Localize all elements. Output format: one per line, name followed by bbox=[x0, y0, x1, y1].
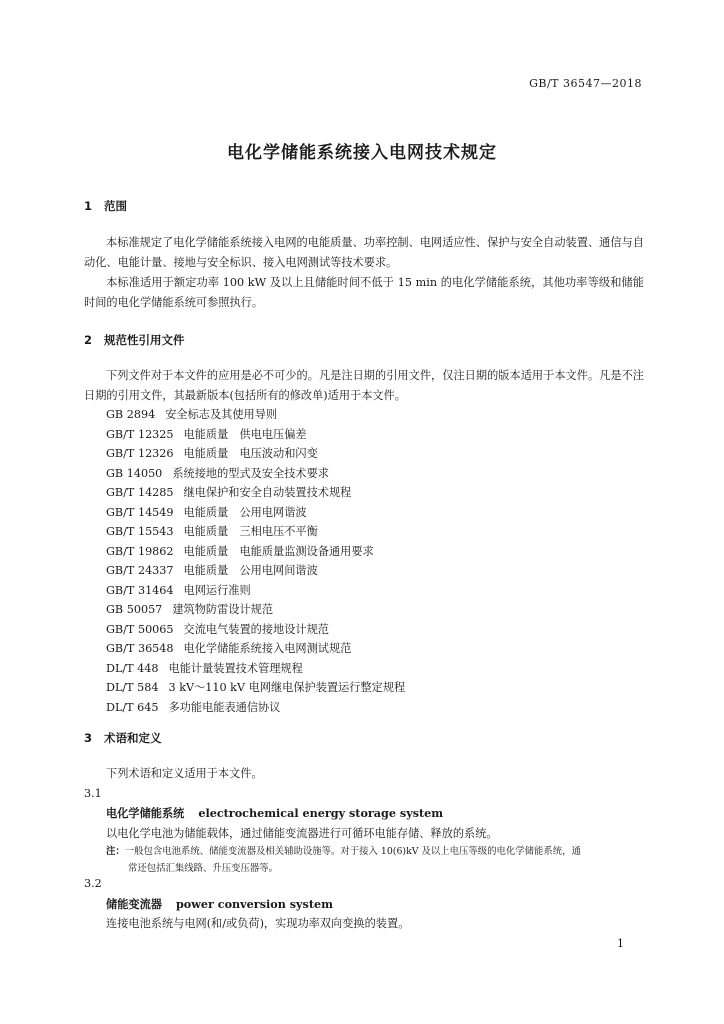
reference-title: 电能计量装置技术管理规程 bbox=[168, 661, 303, 675]
reference-code: GB/T 14285 bbox=[106, 486, 174, 499]
reference-title: 电能质量 供电电压偏差 bbox=[183, 427, 307, 441]
term-number: 3.1 bbox=[84, 787, 102, 800]
reference-list bbox=[106, 405, 405, 717]
reference-code: GB/T 31464 bbox=[106, 583, 174, 597]
reference-title: 电能质量 电能质量监测设备通用要求 bbox=[183, 544, 374, 558]
reference-item bbox=[106, 444, 405, 464]
reference-item bbox=[106, 581, 405, 601]
reference-title: 交流电气装置的接地设计规范 bbox=[183, 622, 329, 636]
reference-title: 系统接地的型式及安全技术要求 bbox=[172, 466, 329, 480]
note-text-line-2: 常还包括汇集线路、升压变压器等。 bbox=[128, 863, 279, 874]
term-note bbox=[106, 843, 646, 877]
section-number: 1 bbox=[84, 199, 93, 213]
section-1-heading bbox=[84, 198, 127, 214]
reference-code: DL/T 448 bbox=[106, 661, 159, 675]
section-2-heading bbox=[84, 332, 185, 348]
section-1-paragraph-2 bbox=[84, 273, 644, 313]
section-number: 3 bbox=[84, 731, 93, 745]
section-3-heading bbox=[84, 730, 162, 746]
reference-item bbox=[106, 561, 405, 581]
reference-item bbox=[106, 600, 405, 620]
reference-item bbox=[106, 659, 405, 679]
reference-item bbox=[106, 678, 405, 698]
reference-code: GB 2894 bbox=[106, 408, 156, 421]
reference-code: GB/T 12326 bbox=[106, 447, 174, 460]
reference-title: 多功能电能表通信协议 bbox=[168, 700, 281, 714]
section-title: 规范性引用文件 bbox=[104, 333, 185, 347]
note-label: 注： bbox=[106, 846, 125, 857]
standard-code: GB/T 36547—2018 bbox=[529, 77, 642, 90]
term-definition: 以电化学电池为储能载体，通过储能变流器进行可循环电能存储、释放的系统。 bbox=[106, 827, 498, 840]
section-3-intro bbox=[84, 764, 644, 784]
term-name-cn: 储能变流器 bbox=[106, 898, 162, 911]
term-number: 3.2 bbox=[84, 877, 102, 890]
reference-title: 电能质量 电压波动和闪变 bbox=[183, 447, 318, 460]
reference-item bbox=[106, 698, 405, 718]
term-definition: 连接电池系统与电网(和/或负荷)，实现功率双向变换的装置。 bbox=[106, 917, 410, 930]
reference-title: 电能质量 三相电压不平衡 bbox=[183, 525, 318, 538]
reference-code: DL/T 584 bbox=[106, 681, 159, 694]
term-name-en: power conversion system bbox=[175, 897, 333, 911]
term-name-cn: 电化学储能系统 bbox=[106, 807, 185, 820]
reference-code: GB/T 14549 bbox=[106, 505, 174, 519]
paragraph-text: 本标准适用于额定功率 100 kW 及以上且储能时间不低于 15 min 的电化学储能系统，其他功率等级和储能时间的电化学储能系统可参照执行。 bbox=[84, 276, 644, 309]
reference-code: GB/T 36548 bbox=[106, 642, 174, 655]
section-2-intro bbox=[84, 366, 644, 406]
term-name bbox=[106, 896, 333, 912]
reference-item bbox=[106, 542, 405, 562]
reference-code: GB 14050 bbox=[106, 466, 163, 480]
reference-title: 电网运行准则 bbox=[183, 583, 251, 597]
reference-code: GB/T 15543 bbox=[106, 525, 174, 538]
reference-code: DL/T 645 bbox=[106, 700, 159, 714]
paragraph-text: 本标准规定了电化学储能系统接入电网的电能质量、功率控制、电网适应性、保护与安全自动装置、通信与自动化、电能计量、接地与安全标识、接入电网测试等技术要求。 bbox=[84, 236, 644, 269]
reference-title: 电能质量 公用电网谐波 bbox=[183, 505, 307, 519]
reference-title: 安全标志及其使用导则 bbox=[165, 408, 278, 421]
note-text-line-1: 一般包含电池系统、储能变流器及相关辅助设施等。对于接入 10(6)kV 及以上电压等级的电化学储能系统，通 bbox=[124, 846, 581, 857]
page-number: 1 bbox=[617, 937, 624, 950]
reference-title: 3 kV～110 kV 电网继电保护装置运行整定规程 bbox=[168, 681, 406, 694]
reference-title: 建筑物防雷设计规范 bbox=[172, 603, 274, 616]
reference-title: 电化学储能系统接入电网测试规范 bbox=[183, 642, 352, 655]
reference-code: GB/T 12325 bbox=[106, 427, 174, 441]
reference-code: GB/T 50065 bbox=[106, 622, 174, 636]
reference-code: GB/T 24337 bbox=[106, 564, 174, 577]
reference-item bbox=[106, 464, 405, 484]
term-name-en: electrochemical energy storage system bbox=[198, 806, 444, 820]
reference-title: 电能质量 公用电网间谐波 bbox=[183, 564, 318, 577]
section-title: 范围 bbox=[104, 199, 127, 213]
reference-item bbox=[106, 483, 405, 503]
reference-code: GB/T 19862 bbox=[106, 544, 174, 558]
section-title: 术语和定义 bbox=[104, 731, 162, 745]
section-1-paragraph-1 bbox=[84, 233, 644, 273]
paragraph-text: 下列文件对于本文件的应用是必不可少的。凡是注日期的引用文件，仅注日期的版本适用于本文件。凡是不注日期的引用文件，其最新版本(包括所有的修改单)适用于本文件。 bbox=[84, 369, 644, 402]
reference-item bbox=[106, 639, 405, 659]
reference-code: GB 50057 bbox=[106, 603, 163, 616]
reference-item bbox=[106, 503, 405, 523]
reference-item bbox=[106, 522, 405, 542]
reference-item bbox=[106, 620, 405, 640]
reference-title: 继电保护和安全自动装置技术规程 bbox=[183, 486, 352, 499]
document-title: 电化学储能系统接入电网技术规定 bbox=[227, 143, 497, 163]
term-name bbox=[106, 805, 443, 821]
section-number: 2 bbox=[84, 333, 93, 347]
reference-item bbox=[106, 425, 405, 445]
reference-item bbox=[106, 405, 405, 425]
paragraph-text: 下列术语和定义适用于本文件。 bbox=[106, 767, 263, 780]
